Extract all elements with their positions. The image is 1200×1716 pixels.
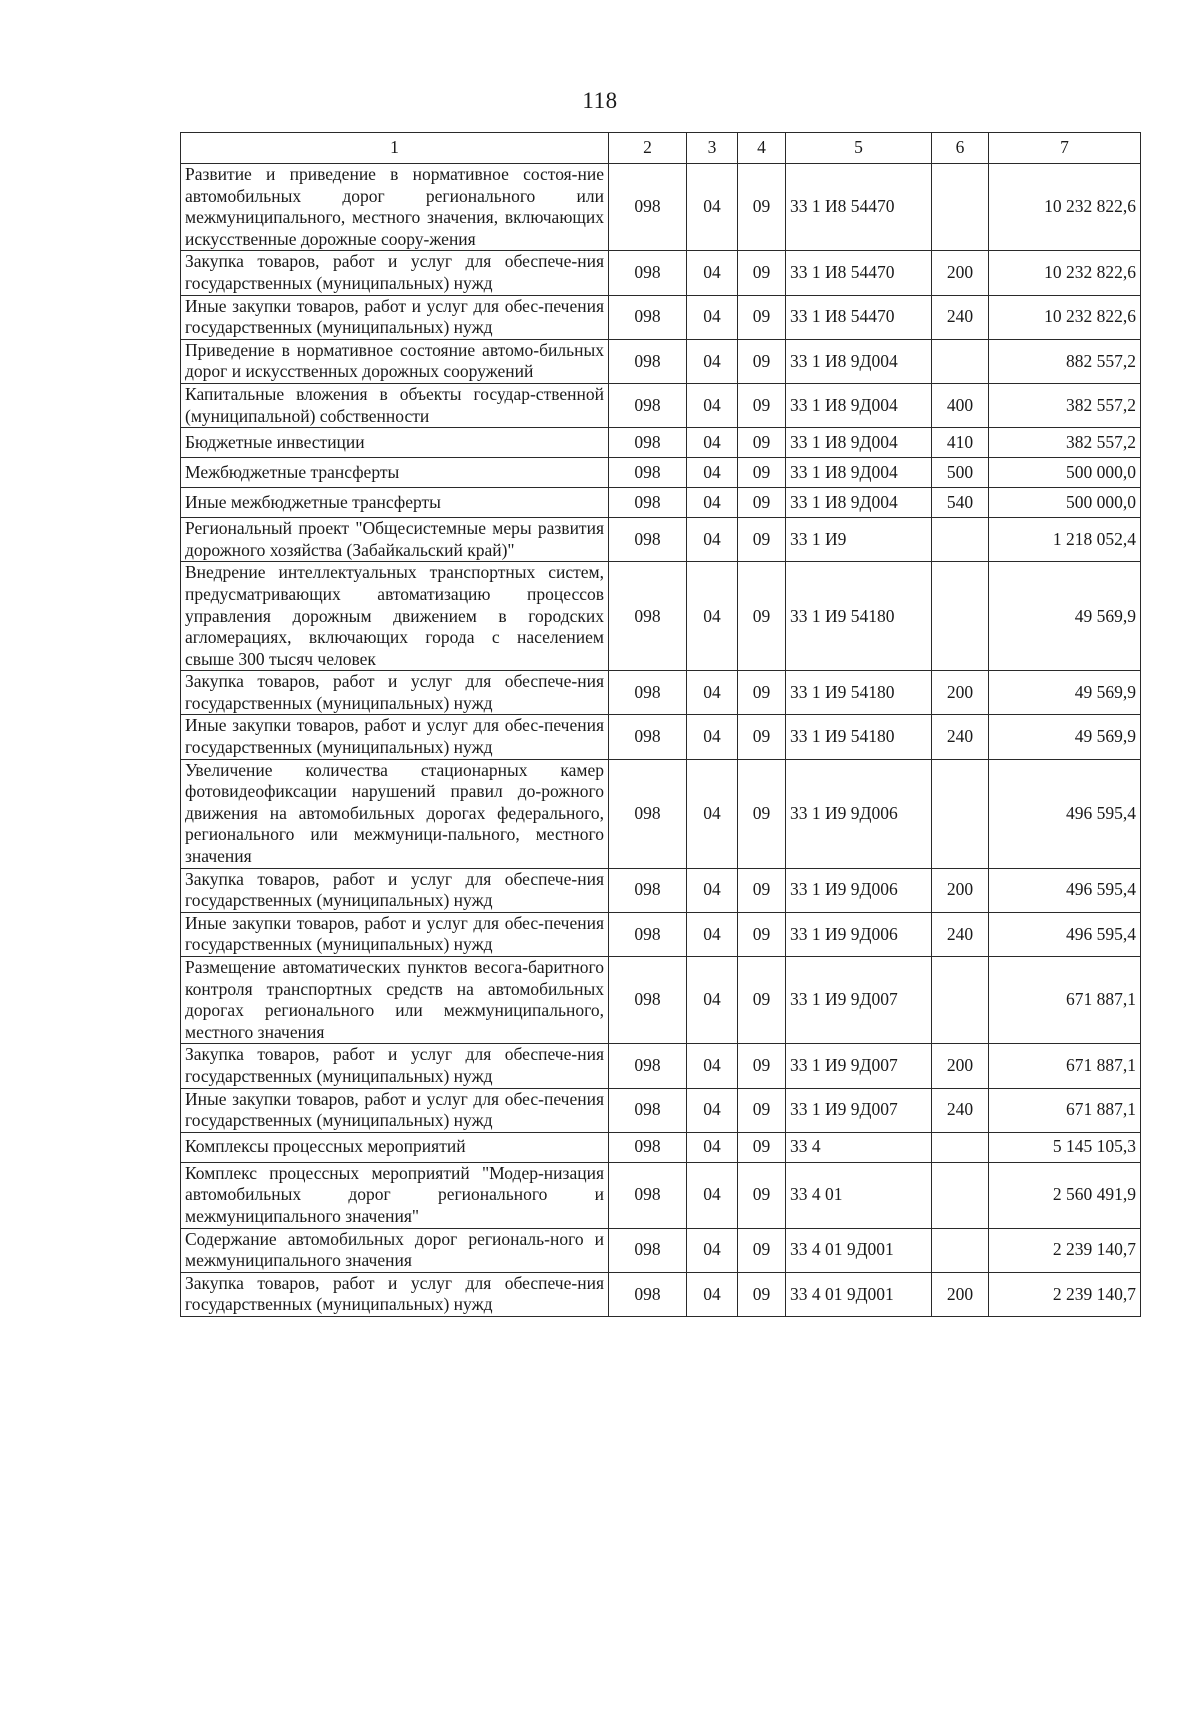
target-article-code: 33 4 01 (786, 1162, 932, 1228)
subsection-code: 09 (738, 458, 786, 488)
amount: 10 232 822,6 (989, 295, 1141, 339)
section-code: 04 (687, 251, 738, 295)
table-row (181, 383, 1141, 427)
expense-type-code: 400 (932, 383, 989, 427)
target-article-code: 33 4 01 9Д001 (786, 1228, 932, 1272)
ministry-code: 098 (609, 339, 687, 383)
subsection-code: 09 (738, 428, 786, 458)
amount: 49 569,9 (989, 562, 1141, 671)
amount: 2 239 140,7 (989, 1228, 1141, 1272)
ministry-code: 098 (609, 1272, 687, 1316)
item-name: Приведение в нормативное состояние автомо-бильных дорог и искусственных дорожных сооружений (181, 339, 609, 383)
table-row (181, 488, 1141, 518)
expense-type-code: 200 (932, 671, 989, 715)
subsection-code: 09 (738, 339, 786, 383)
item-name: Закупка товаров, работ и услуг для обеспече-ния государственных (муниципальных) нужд (181, 1044, 609, 1088)
amount: 10 232 822,6 (989, 164, 1141, 251)
target-article-code: 33 1 И9 54180 (786, 562, 932, 671)
column-header: 7 (989, 133, 1141, 164)
item-name: Региональный проект "Общесистемные меры развития дорожного хозяйства (Забайкальский край)" (181, 518, 609, 562)
target-article-code: 33 1 И9 9Д007 (786, 957, 932, 1044)
expense-type-code: 240 (932, 1088, 989, 1132)
amount: 671 887,1 (989, 957, 1141, 1044)
table-body (181, 164, 1141, 1317)
ministry-code: 098 (609, 164, 687, 251)
expense-type-code (932, 1132, 989, 1162)
amount: 382 557,2 (989, 428, 1141, 458)
table-row (181, 251, 1141, 295)
item-name: Закупка товаров, работ и услуг для обеспече-ния государственных (муниципальных) нужд (181, 671, 609, 715)
expense-type-code (932, 957, 989, 1044)
expense-type-code: 240 (932, 912, 989, 956)
ministry-code: 098 (609, 295, 687, 339)
table-row (181, 1228, 1141, 1272)
amount: 2 560 491,9 (989, 1162, 1141, 1228)
table-row (181, 339, 1141, 383)
item-name: Закупка товаров, работ и услуг для обеспече-ния государственных (муниципальных) нужд (181, 251, 609, 295)
section-code: 04 (687, 1228, 738, 1272)
table-row (181, 868, 1141, 912)
column-header: 4 (738, 133, 786, 164)
ministry-code: 098 (609, 458, 687, 488)
expense-type-code: 200 (932, 251, 989, 295)
item-name: Комплексы процессных мероприятий (181, 1132, 609, 1162)
section-code: 04 (687, 295, 738, 339)
target-article-code: 33 1 И9 9Д006 (786, 912, 932, 956)
section-code: 04 (687, 912, 738, 956)
column-header: 2 (609, 133, 687, 164)
column-header: 1 (181, 133, 609, 164)
page-number: 118 (582, 88, 618, 113)
expense-type-code (932, 164, 989, 251)
subsection-code: 09 (738, 1088, 786, 1132)
subsection-code: 09 (738, 1228, 786, 1272)
amount: 496 595,4 (989, 759, 1141, 868)
subsection-code: 09 (738, 488, 786, 518)
subsection-code: 09 (738, 383, 786, 427)
section-code: 04 (687, 957, 738, 1044)
section-code: 04 (687, 458, 738, 488)
subsection-code: 09 (738, 912, 786, 956)
ministry-code: 098 (609, 715, 687, 759)
table-row (181, 671, 1141, 715)
section-code: 04 (687, 562, 738, 671)
expense-type-code (932, 1228, 989, 1272)
section-code: 04 (687, 383, 738, 427)
target-article-code: 33 1 И8 9Д004 (786, 458, 932, 488)
expense-type-code: 200 (932, 1044, 989, 1088)
ministry-code: 098 (609, 488, 687, 518)
expense-type-code: 200 (932, 1272, 989, 1316)
item-name: Бюджетные инвестиции (181, 428, 609, 458)
section-code: 04 (687, 671, 738, 715)
section-code: 04 (687, 164, 738, 251)
expense-type-code: 410 (932, 428, 989, 458)
target-article-code: 33 1 И8 9Д004 (786, 339, 932, 383)
expense-type-code (932, 518, 989, 562)
amount: 1 218 052,4 (989, 518, 1141, 562)
table-row (181, 1044, 1141, 1088)
target-article-code: 33 1 И9 9Д007 (786, 1044, 932, 1088)
amount: 382 557,2 (989, 383, 1141, 427)
expense-type-code (932, 759, 989, 868)
expense-type-code: 240 (932, 715, 989, 759)
column-header: 3 (687, 133, 738, 164)
column-header: 5 (786, 133, 932, 164)
amount: 2 239 140,7 (989, 1272, 1141, 1316)
column-header: 6 (932, 133, 989, 164)
item-name: Закупка товаров, работ и услуг для обеспече-ния государственных (муниципальных) нужд (181, 1272, 609, 1316)
ministry-code: 098 (609, 912, 687, 956)
table-row (181, 1132, 1141, 1162)
section-code: 04 (687, 428, 738, 458)
section-code: 04 (687, 1132, 738, 1162)
section-code: 04 (687, 1088, 738, 1132)
subsection-code: 09 (738, 251, 786, 295)
item-name: Размещение автоматических пунктов весога-баритного контроля транспортных средств на автомобильных дорогах регионального или межмуниципального, местного значения (181, 957, 609, 1044)
amount: 10 232 822,6 (989, 251, 1141, 295)
amount: 496 595,4 (989, 868, 1141, 912)
item-name: Увеличение количества стационарных камер фотовидеофиксации нарушений правил до-рожного движения на автомобильных дорогах федерального, регионального или межмуници-пального, местного значения (181, 759, 609, 868)
expense-type-code: 200 (932, 868, 989, 912)
expense-type-code (932, 562, 989, 671)
amount: 49 569,9 (989, 671, 1141, 715)
subsection-code: 09 (738, 295, 786, 339)
budget-table (180, 132, 1141, 1317)
amount: 496 595,4 (989, 912, 1141, 956)
expense-type-code: 500 (932, 458, 989, 488)
table-row (181, 1272, 1141, 1316)
amount: 671 887,1 (989, 1088, 1141, 1132)
amount: 49 569,9 (989, 715, 1141, 759)
ministry-code: 098 (609, 671, 687, 715)
amount: 5 145 105,3 (989, 1132, 1141, 1162)
item-name: Иные закупки товаров, работ и услуг для обес-печения государственных (муниципальных) нужд (181, 295, 609, 339)
ministry-code: 098 (609, 562, 687, 671)
table-row (181, 518, 1141, 562)
section-code: 04 (687, 518, 738, 562)
item-name: Иные межбюджетные трансферты (181, 488, 609, 518)
item-name: Внедрение интеллектуальных транспортных систем, предусматривающих автоматизацию процессов управления дорожным движением в городских агломерациях, включающих города с населением свыше 300 тысяч человек (181, 562, 609, 671)
table-row (181, 164, 1141, 251)
target-article-code: 33 1 И9 9Д006 (786, 868, 932, 912)
item-name: Развитие и приведение в нормативное состоя-ние автомобильных дорог регионального или межмуниципального, местного значения, включающих искусственные дорожные соору-жения (181, 164, 609, 251)
ministry-code: 098 (609, 1162, 687, 1228)
subsection-code: 09 (738, 671, 786, 715)
item-name: Капитальные вложения в объекты государ-ственной (муниципальной) собственности (181, 383, 609, 427)
section-code: 04 (687, 868, 738, 912)
item-name: Иные закупки товаров, работ и услуг для обес-печения государственных (муниципальных) нужд (181, 715, 609, 759)
ministry-code: 098 (609, 759, 687, 868)
subsection-code: 09 (738, 1044, 786, 1088)
table-row (181, 1162, 1141, 1228)
section-code: 04 (687, 1272, 738, 1316)
item-name: Комплекс процессных мероприятий "Модер-низация автомобильных дорог регионального и межмуниципального значения" (181, 1162, 609, 1228)
ministry-code: 098 (609, 383, 687, 427)
expense-type-code: 540 (932, 488, 989, 518)
table-row (181, 957, 1141, 1044)
ministry-code: 098 (609, 1044, 687, 1088)
subsection-code: 09 (738, 562, 786, 671)
target-article-code: 33 1 И8 9Д004 (786, 488, 932, 518)
section-code: 04 (687, 339, 738, 383)
section-code: 04 (687, 488, 738, 518)
target-article-code: 33 1 И9 9Д007 (786, 1088, 932, 1132)
target-article-code: 33 1 И8 54470 (786, 251, 932, 295)
item-name: Межбюджетные трансферты (181, 458, 609, 488)
subsection-code: 09 (738, 164, 786, 251)
expense-type-code (932, 1162, 989, 1228)
section-code: 04 (687, 1044, 738, 1088)
ministry-code: 098 (609, 868, 687, 912)
ministry-code: 098 (609, 1088, 687, 1132)
amount: 671 887,1 (989, 1044, 1141, 1088)
table-row (181, 715, 1141, 759)
target-article-code: 33 1 И9 54180 (786, 671, 932, 715)
ministry-code: 098 (609, 1132, 687, 1162)
expense-type-code (932, 339, 989, 383)
target-article-code: 33 1 И8 9Д004 (786, 383, 932, 427)
subsection-code: 09 (738, 1132, 786, 1162)
target-article-code: 33 1 И9 54180 (786, 715, 932, 759)
target-article-code: 33 1 И8 54470 (786, 164, 932, 251)
expense-type-code: 240 (932, 295, 989, 339)
item-name: Закупка товаров, работ и услуг для обеспече-ния государственных (муниципальных) нужд (181, 868, 609, 912)
amount: 500 000,0 (989, 458, 1141, 488)
section-code: 04 (687, 759, 738, 868)
amount: 882 557,2 (989, 339, 1141, 383)
section-code: 04 (687, 715, 738, 759)
ministry-code: 098 (609, 957, 687, 1044)
section-code: 04 (687, 1162, 738, 1228)
table-row (181, 562, 1141, 671)
subsection-code: 09 (738, 1162, 786, 1228)
table-row (181, 458, 1141, 488)
target-article-code: 33 1 И9 9Д006 (786, 759, 932, 868)
ministry-code: 098 (609, 518, 687, 562)
amount: 500 000,0 (989, 488, 1141, 518)
subsection-code: 09 (738, 957, 786, 1044)
table-row (181, 912, 1141, 956)
item-name: Содержание автомобильных дорог региональ-ного и межмуниципального значения (181, 1228, 609, 1272)
item-name: Иные закупки товаров, работ и услуг для обес-печения государственных (муниципальных) нужд (181, 1088, 609, 1132)
subsection-code: 09 (738, 759, 786, 868)
table-row (181, 295, 1141, 339)
table-row (181, 428, 1141, 458)
target-article-code: 33 4 01 9Д001 (786, 1272, 932, 1316)
ministry-code: 098 (609, 251, 687, 295)
target-article-code: 33 1 И8 54470 (786, 295, 932, 339)
subsection-code: 09 (738, 715, 786, 759)
target-article-code: 33 1 И9 (786, 518, 932, 562)
table-header-row (181, 133, 1141, 164)
ministry-code: 098 (609, 1228, 687, 1272)
table-row (181, 759, 1141, 868)
subsection-code: 09 (738, 518, 786, 562)
item-name: Иные закупки товаров, работ и услуг для обес-печения государственных (муниципальных) нужд (181, 912, 609, 956)
target-article-code: 33 4 (786, 1132, 932, 1162)
table-row (181, 1088, 1141, 1132)
subsection-code: 09 (738, 868, 786, 912)
ministry-code: 098 (609, 428, 687, 458)
subsection-code: 09 (738, 1272, 786, 1316)
target-article-code: 33 1 И8 9Д004 (786, 428, 932, 458)
